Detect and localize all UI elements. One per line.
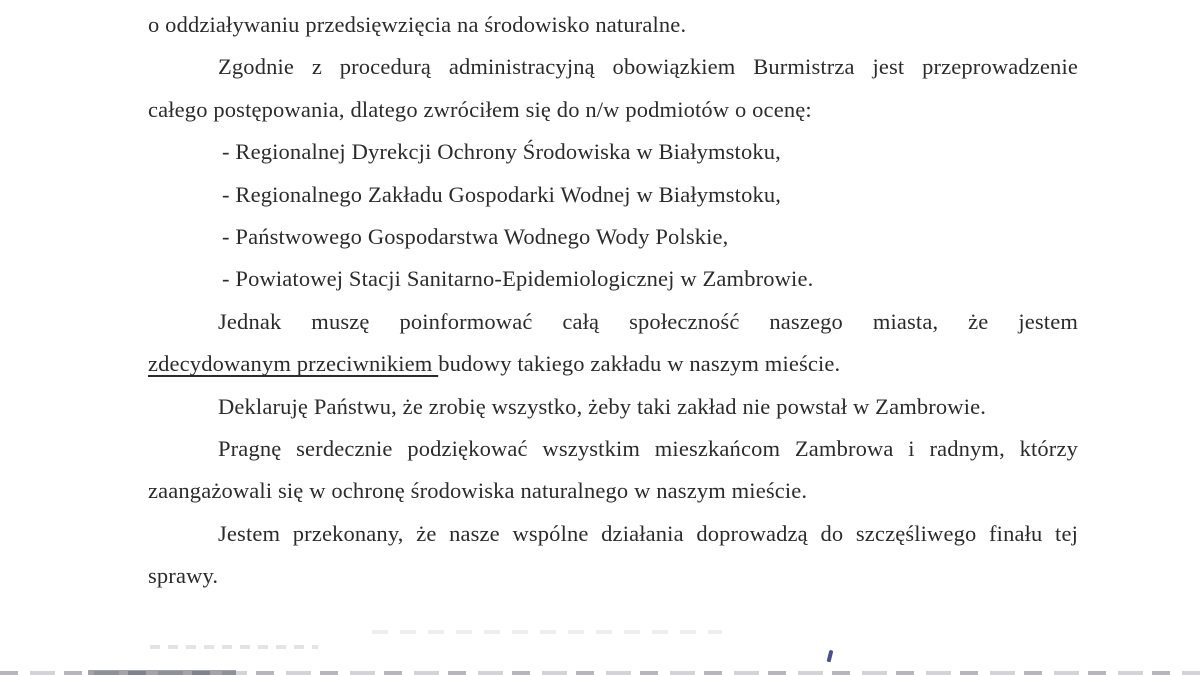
letter-list-item-1: - Regionalnej Dyrekcji Ochrony Środowiska w Białymstoku, (222, 139, 781, 165)
letter-line-9 (148, 343, 1078, 385)
letter-line-11: Pragnę serdecznie podziękować wszystkim mieszkańcom Zambrowa i radnym, którzy (218, 435, 1078, 461)
scan-artifact-faint-upper (372, 630, 722, 634)
scan-artifact-faint-lower (150, 645, 318, 649)
letter-line-12: zaangażowali się w ochronę środowiska naturalnego w naszym mieście. (148, 478, 808, 504)
letter-line-13: Jestem przekonany, że nasze wspólne działania doprowadzą do szczęśliwego finału tej (218, 520, 1078, 546)
letter-line-9-rest: budowy takiego zakładu w naszym mieście. (438, 351, 841, 377)
letter-line-2: Zgodnie z procedurą administracyjną obowiązkiem Burmistrza jest przeprowadzenie (218, 54, 1078, 80)
letter-list-item-2: - Regionalnego Zakładu Gospodarki Wodnej w Białymstoku, (222, 181, 782, 207)
letter-line-8: Jednak muszę poinformować całą społeczność naszego miasta, że jestem (218, 308, 1078, 334)
letter-body (148, 4, 1078, 597)
cutoff-text-strip-dark-segment (88, 670, 236, 675)
letter-line-10: Deklaruję Państwu, że zrobię wszystko, żeby taki zakład nie powstał w Zambrowie. (218, 393, 987, 419)
letter-list-item-3: - Państwowego Gospodarstwa Wodnego Wody Polskie, (222, 223, 729, 249)
underlined-phrase: zdecydowanym przeciwnikiem (148, 351, 439, 377)
blue-pen-mark (827, 650, 834, 663)
letter-line-3: całego postępowania, dlatego zwróciłem się do n/w podmiotów o ocenę: (148, 96, 812, 122)
letter-list-item-4: - Powiatowej Stacji Sanitarno-Epidemiologicznej w Zambrowie. (222, 266, 814, 292)
letter-line-1: o oddziaływaniu przedsięwzięcia na środowisko naturalne. (148, 12, 687, 37)
letter-line-14: sprawy. (148, 563, 219, 589)
